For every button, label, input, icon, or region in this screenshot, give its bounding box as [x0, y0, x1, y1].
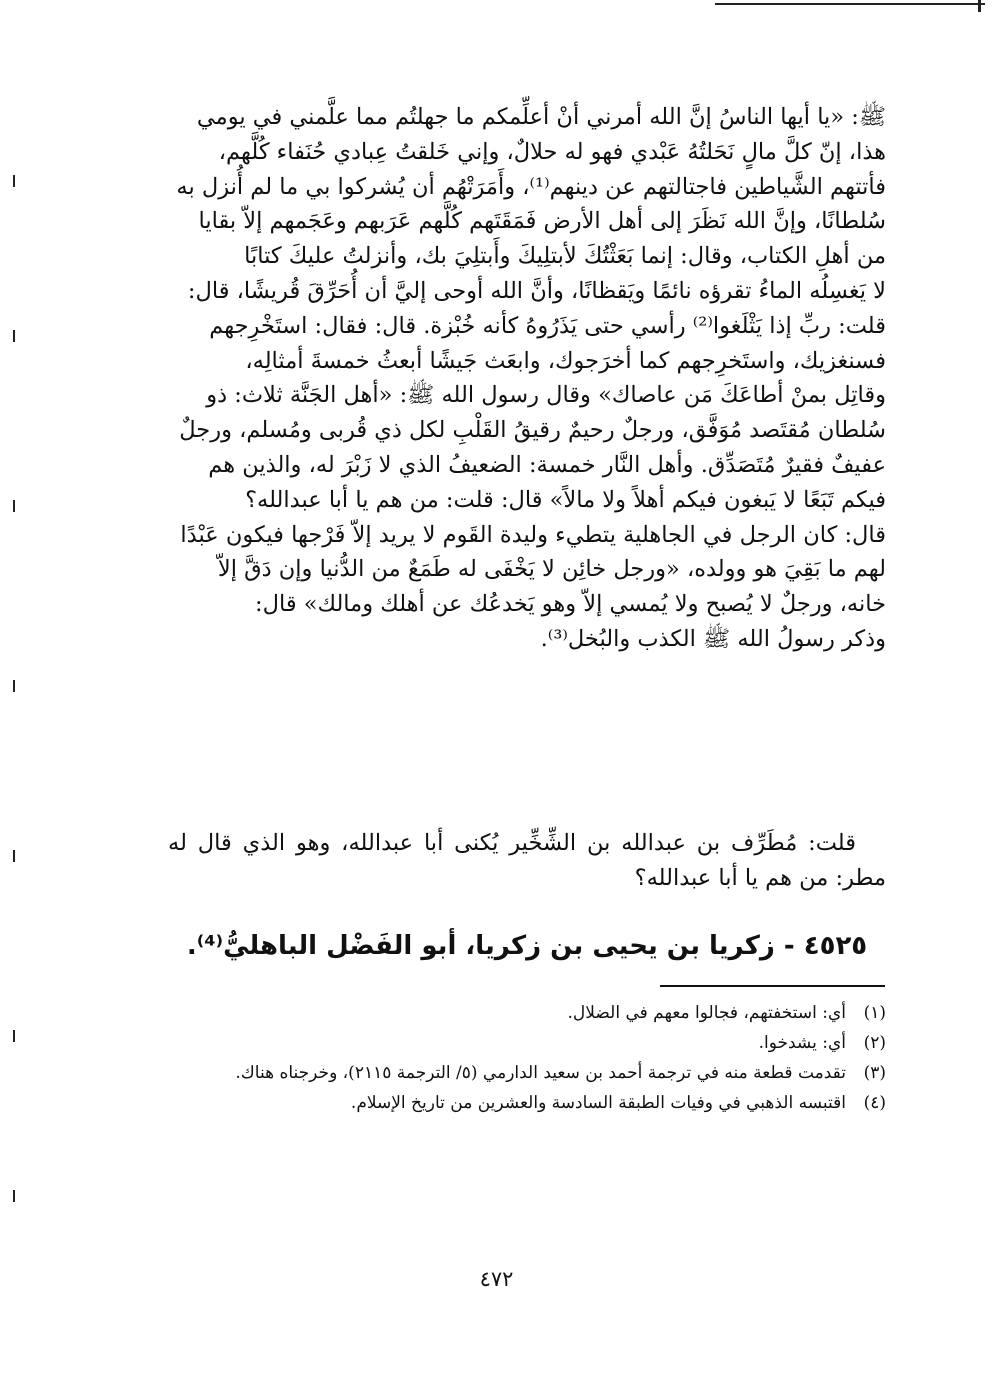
- text-line: لهم ما بَقِيَ هو وولده، «ورجل خائِن لا يَخْفَى له طَمَعٌ من الدُّنيا وإن دَقَّ إلاّ: [217, 556, 886, 583]
- text-line: قلت: ربِّ إذا يَثْلَغوا⁽²⁾ رأسي حتى يَذَرُوهُ كأنه خُبْزة. قال: فقال: استَخْرِجهم: [209, 312, 886, 339]
- footnote-item: [168, 998, 886, 1028]
- scan-artifact-left-1: [13, 175, 15, 187]
- footnote-item: [168, 1088, 886, 1118]
- scan-artifact-left-7: [13, 1190, 15, 1202]
- footnote-text: أي: استخفتهم، فجالوا معهم في الضلال.: [567, 1003, 846, 1023]
- entry-heading: ٤٥٢٥ - زكريا بن يحيى بن زكريا، أبو الفَضْل الباهليُّ⁽⁴⁾.: [186, 931, 868, 961]
- text-line: فسنغزيك، واستَخرِجهم كما أخرَجوك، وابعَث جَيشًا أبعثُ خمسةَ أمثالِه،: [245, 347, 886, 374]
- text-line: هذا، إنّ كلَّ مالٍ نَحَلتُهُ عَبْدي فهو له حلالٌ، وإني خَلقتُ عِبادي حُنَفاء كُلَّهم،: [218, 138, 886, 165]
- footnote-item: [168, 1058, 886, 1088]
- text-line: خانه، ورجلٌ لا يُصبح ولا يُمسي إلاّ وهو يَخدعُك عن أهلك ومالك» قال:: [255, 591, 886, 618]
- footnote-text: أي: يشدخوا.: [758, 1033, 846, 1053]
- footnote-number: (٤): [863, 1093, 886, 1113]
- text-line: ﷺ: «يا أيها الناسُ إنَّ الله أمرني أنْ أعلِّمكم ما جهلتُم مما علَّمني في يومي: [196, 104, 886, 130]
- text-line: قال: كان الرجل في الجاهلية يتطيء وليدة القَوم لا يريد إلاّ فَرْجها فيكون عَبْدًا: [180, 521, 886, 548]
- footnote-item: [168, 1028, 886, 1058]
- footnotes: [168, 998, 886, 1118]
- footnote-number: (٣): [863, 1063, 886, 1083]
- scan-artifact-left-6: [13, 1030, 15, 1042]
- text-line: سُلطانًا، وإنَّ الله نَظَرَ إلى أهل الأرض فَمَقَتَهم كُلَّهم عَرَبهم وعَجَمهم إلاّ بقايا: [198, 208, 886, 235]
- footnote-number: (٢): [863, 1033, 886, 1053]
- text-line: وذكر رسولُ الله ﷺ الكذب والبُخل⁽³⁾.: [540, 625, 886, 652]
- text-line: من أهلِ الكتاب، وقال: إنما بَعَثْتُكَ لأبتلِيكَ وأَبتلِيَ بك، وأنزلتُ عليكَ كتابًا: [244, 243, 886, 270]
- footnote-text: تقدمت قطعة منه في ترجمة أحمد بن سعيد الدارمي (٥/ الترجمة ٢١١٥)، وخرجناه هناك.: [235, 1063, 846, 1083]
- scan-artifact-left-5: [13, 850, 15, 862]
- text-line: عفيفٌ فقيرٌ مُتَصَدِّق. وأهل النَّار خمسة: الضعيفُ الذي لا زَبْرَ له، والذين هم: [208, 451, 886, 478]
- text-line: لا يَغسِلُه الماءُ تقرؤه نائمًا ويَقظانًا، وأنَّ الله أوحى إليَّ أن أُحَرِّقَ قُريشًا، قال:: [187, 277, 886, 304]
- footnote-number: (١): [863, 1003, 886, 1023]
- text-line: سُلطان مُقتَصد مُوَفَّق، ورجلٌ رحيمٌ رقيقُ القَلْبِ لكل ذي قُربى ومُسلم، ورجلٌ: [179, 417, 886, 444]
- text-line: فأتتهم الشَّياطين فاجتالتهم عن دينهم⁽¹⁾، وأَمَرَتْهُم أن يُشركوا بي ما لم أُنزل به: [176, 173, 886, 200]
- scan-artifact-left-2: [13, 330, 15, 342]
- commentary-paragraph: [168, 826, 886, 896]
- scan-artifact-corner: [978, 0, 981, 12]
- footnote-divider: [660, 985, 885, 987]
- commentary-text: قلت: مُطَرِّف بن عبدالله بن الشِّخِّير يُكنى أبا عبدالله، وهو الذي قال له مطر: من هم يا أبا عبدالله؟: [168, 830, 886, 891]
- main-text: [168, 100, 886, 657]
- text-line: وقاتِل بمنْ أطاعَكَ مَن عاصاك» وقال رسول الله ﷺ: «أهل الجَنَّة ثلاث: ذو: [206, 382, 886, 409]
- text-line: فيكم تَبَعًا لا يَبغون فيكم أهلاً ولا مالاً» قال: قلت: من هم يا أبا عبدالله؟: [245, 486, 886, 513]
- scan-artifact-left-3: [13, 500, 15, 512]
- footnote-text: اقتبسه الذهبي في وفيات الطبقة السادسة والعشرين من تاريخ الإسلام.: [350, 1093, 846, 1113]
- scan-artifact-top: [715, 3, 985, 5]
- page-number: ٤٧٢: [479, 1267, 514, 1291]
- scan-artifact-left-4: [13, 680, 15, 692]
